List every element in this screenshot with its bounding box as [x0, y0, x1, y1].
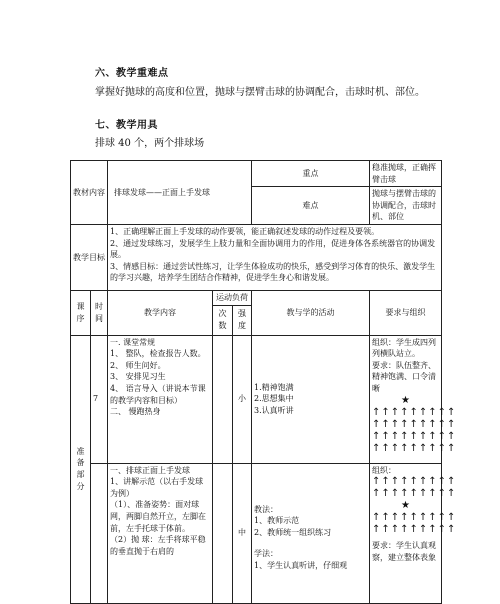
header-load: 运动负荷	[213, 290, 252, 305]
row1-activity-line: 2.思想集中	[254, 394, 294, 404]
row2-activity-line: 1、教师示范	[254, 516, 300, 526]
section-7-title: 七、教学用具	[95, 120, 158, 131]
header-times: 次数	[213, 305, 233, 335]
section-7-body: 排球 40 个，两个排球场	[95, 138, 205, 149]
prep-section-label: 准备部分	[71, 335, 91, 603]
row1-content-line: 2、 师生问好。	[110, 360, 166, 370]
row1-content-line: 1、 整队，检查报告人数。	[110, 349, 206, 359]
key-point-value: 稳准抛球，正确挥臂击球	[370, 161, 442, 187]
student-formation-icon: ↑↑↑↑↑↑↑↑↑	[372, 430, 457, 442]
row1-requirement-line: 要求：队伍整齐、精神饱满、口令清晰	[372, 360, 436, 393]
row1-requirement-line: 组织：学生成四列列横队站立。	[372, 337, 436, 359]
header-intensity: 强度	[233, 305, 252, 335]
row1-activity-line: 1.精神饱满	[254, 382, 294, 392]
goals-label: 教学目标	[71, 224, 108, 290]
goal-2: 2、通过发球练习，发展学生上肢力量和全面协调用力的作用，促进身体各系统器官的协调发展。	[110, 238, 436, 260]
row2-activities	[252, 463, 370, 603]
student-formation-icon: ↑↑↑↑↑↑↑↑↑	[372, 442, 457, 454]
row1-time: 7	[91, 335, 108, 463]
row1-content-line: 3、 安排见习生	[110, 372, 166, 382]
student-formation-icon: ↑↑↑↑↑↑↑↑↑	[372, 406, 457, 418]
row1-content-line: 二、 慢跑热身	[110, 407, 161, 417]
teacher-star-icon: ★	[401, 500, 410, 512]
row2-activity-line: 1、学生认真听讲，仔细观	[254, 560, 348, 570]
row1-content-line: 一. 课堂常规	[110, 337, 156, 347]
row1-intensity: 小	[233, 335, 252, 463]
row2-activity-line: 教法：	[254, 504, 278, 514]
row2-content-line: （2）抛 球：左手将球平稳的垂直抛于右肩的	[110, 535, 206, 556]
teacher-star-icon: ★	[401, 394, 410, 406]
row1-content	[108, 335, 213, 463]
student-formation-icon: ↑↑↑↑↑↑↑↑↑	[372, 488, 457, 500]
row2-requirement-line: 要求：学生认真观察，建立整体表象	[372, 541, 436, 562]
row2-activity-line: 学法：	[254, 549, 278, 559]
row2-content-line: 1、讲解示范（以右手发球为例）	[110, 477, 204, 498]
row1-activity-line: 3.认真听讲	[254, 405, 294, 415]
content-label: 教材内容	[71, 161, 108, 225]
difficulty-label: 难点	[252, 187, 370, 225]
row2-content-line: （1）、准备姿势：面对球网，两脚自然开立，左脚在前，左手托球于体前。	[110, 500, 206, 533]
row1-content-line: 4、 语言导入（讲说本节课的教学内容和目标）	[110, 383, 206, 405]
row1-times	[213, 335, 233, 463]
student-formation-icon: ↑↑↑↑↑↑↑↑↑	[372, 512, 457, 524]
header-lesson-order: 课序	[71, 290, 91, 335]
content-value: 排球发球——正面上手发球	[108, 161, 252, 225]
row1-requirements	[370, 335, 457, 463]
row2-content	[108, 463, 213, 603]
row2-requirements	[370, 463, 457, 603]
goal-3: 3、情感目标：通过尝试性练习，让学生体验成功的快乐，感受到学习体育的快乐、激发学生的学习兴趣，培养学生团结合作精神，促进学生身心和谐发展。	[110, 261, 436, 283]
row2-content-line: 一、排球正面上手发球	[110, 465, 190, 475]
student-formation-icon: ↑↑↑↑↑↑↑↑↑	[372, 476, 457, 488]
goals-cell	[108, 224, 442, 290]
student-formation-icon: ↑↑↑↑↑↑↑↑↑	[372, 524, 457, 536]
header-time: 时间	[91, 290, 108, 335]
row2-times	[213, 463, 233, 603]
row1-activities	[252, 335, 370, 463]
header-requirements: 要求与组织	[370, 290, 442, 335]
row2-intensity: 中	[233, 463, 252, 603]
row2-requirement-line: 组织：	[372, 465, 396, 475]
row2-activity-line: 2、教师统一组织练习	[254, 527, 332, 537]
section-6-title: 六、教学重难点	[95, 68, 169, 79]
row2-time	[91, 463, 108, 603]
header-activities: 教与学的活动	[252, 290, 370, 335]
student-formation-icon: ↑↑↑↑↑↑↑↑↑	[372, 418, 457, 430]
lesson-plan-table	[70, 160, 457, 604]
header-teaching-content: 教学内容	[108, 290, 213, 335]
section-6-body: 掌握好抛球的高度和位置，抛球与摆臂击球的协调配合，击球时机、部位。	[95, 87, 425, 98]
difficulty-value: 抛球与摆臂击球的协调配合，击球时机、部位	[370, 187, 442, 225]
goal-1: 1、正确理解正面上手发球的动作要领，能正确叙述发球的动作过程及要领。	[110, 226, 380, 236]
key-point-label: 重点	[252, 161, 370, 187]
